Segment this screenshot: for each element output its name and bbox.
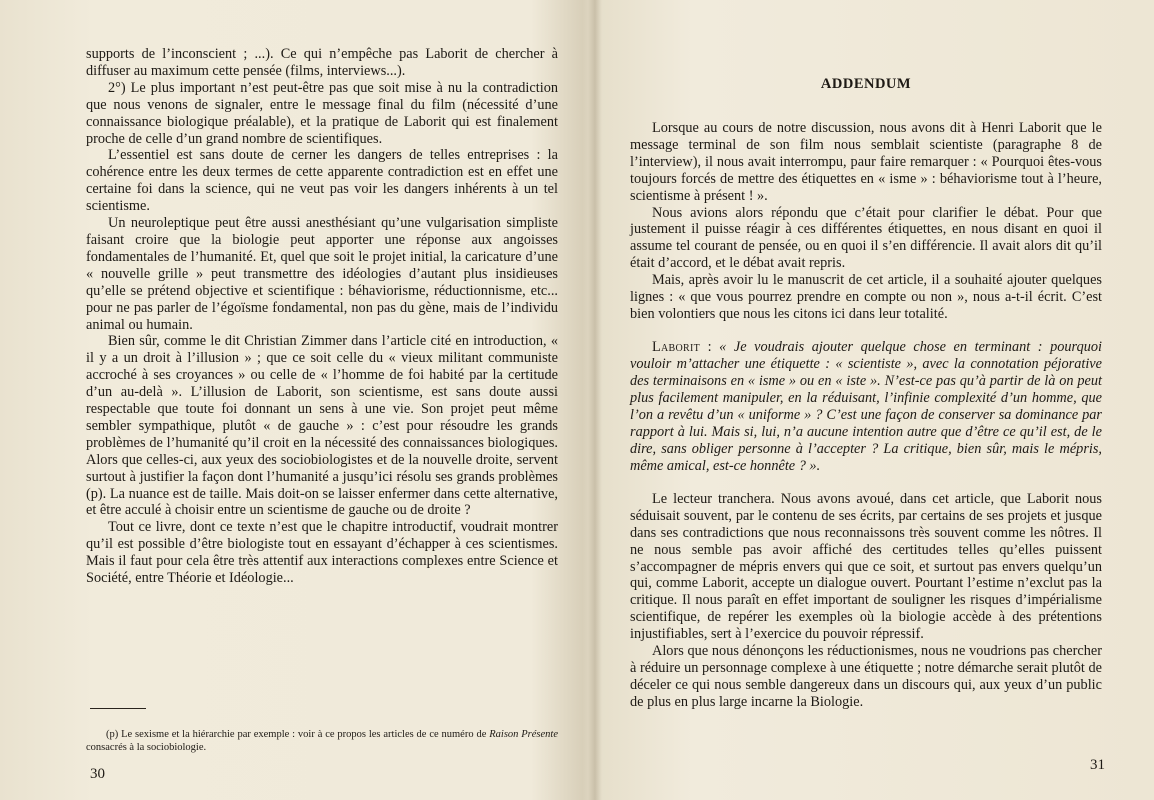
left-paragraph-1: supports de l’inconscient ; ...). Ce qui n’empêche pas Laborit de chercher à diffuser au maximum cette pensée (films, interviews...). <box>86 46 558 79</box>
left-paragraph-6: Tout ce livre, dont ce texte n’est que le chapitre introductif, voudrait montrer qu’il est possible d’être biologiste tout en essayant d’échapper à ces scientismes. Mais il faut pour cela être très attentif aux interactions complexes entre Science et Société, entre Théorie et Idéologie... <box>86 519 558 587</box>
quote-separator: : <box>700 338 720 355</box>
footnote-journal-title: Raison Présente <box>489 729 558 740</box>
laborit-quote <box>630 339 1102 475</box>
addendum-title: ADDENDUM <box>820 76 912 92</box>
page-number-left: 30 <box>90 766 105 782</box>
left-paragraph-3: L’essentiel est sans doute de cerner les dangers de telles entreprises : la cohérence entre les deux termes de cette apparente contradiction est en effet une certaine foi dans la science, qui ne veut pas voir les dangers inhérents à un tel scientisme. <box>86 147 558 215</box>
left-paragraph-4: Un neuroleptique peut être aussi anesthésiant qu’une vulgarisation simpliste faisant croire que la biologie peut apporter une réponse aux angoisses fondamentales de l’humanité. Et, quel que soit le projet initial, la caricature d’une « nouvelle grille » peut transmettre des idéologies d’autant plus insidieuses qu’elle se prétend objective et scientifique : béhaviorisme, réductionnisme, etc... pour ne pas parler de l’égoïsme fondamental, non pas du gène, mais de l’individu animal ou humain. <box>86 215 558 333</box>
left-text-column <box>86 46 558 587</box>
left-paragraph-5: Bien sûr, comme le dit Christian Zimmer dans l’article cité en introduction, « il y a un droit à l’illusion » ; que ce soit celle du « vieux militant communiste accroché à ses croyances » ou celle de « l’homme de foi habité par la certitude d’un au-delà ». L’illusion de Laborit, son scientisme, est sans doute aussi respectable que toute foi donnant un sens à une vie. Son projet peut même sembler sympathique, plutôt « de gauche » : c’est pour résoudre les grands problèmes de l’humanité qu’il croit en la nécessité des connaissances biologiques. Alors que celles-ci, aux yeux des sociobiologistes et de la nouvelle droite, servent surtout à justifier la façon dont l’humanité a jusqu’ici résolu ses grands problèmes (p). La nuance est de taille. Mais doit-on se laisser enfermer dans cette alternative, et être acculé à choisir entre un scientisme de gauche ou de droite ? <box>86 333 558 519</box>
quote-author: Laborit <box>652 338 701 355</box>
footnote-text-a: Le sexisme et la hiérarchie par exemple : voir à ce propos les articles de ce numéro de <box>118 729 490 740</box>
spacer <box>630 323 1102 339</box>
right-paragraph-1: Lorsque au cours de notre discussion, nous avons dit à Henri Laborit que le message terminal de son film nous semblait scientiste (paragraphe 8 de l’interview), il nous avait interrompu, paur faire remarquer : « Pourquoi êtes-vous toujours forcés de mettre des étiquettes en « isme » : béhaviorisme tout à l’heure, scientisme à présent ! ». <box>630 120 1102 204</box>
right-paragraph-3: Mais, après avoir lu le manuscrit de cet article, il a souhaité ajouter quelques lignes : « que vous pourrez prendre en compte ou non », nous a-t-il écrit. C’est bien volontiers que nous les citons ici dans leur totalité. <box>630 272 1102 322</box>
footnote-marker: (p) <box>106 729 119 740</box>
right-paragraph-4: Le lecteur tranchera. Nous avons avoué, dans cet article, que Laborit nous séduisait souvent, par le contenu de ses écrits, par certains de ses projets et jusque dans ses contradictions que nous reconnaissons très souvent comme les nôtres. Il ne nous semble pas avoir affiché des certitudes telles qu’elles puissent s’accompagner de mépris envers qui que ce soit, et surtout pas envers quelqu’un qui, comme Laborit, accepte un dialogue ouvert. Pourtant l’estime n’exclut pas la critique. Il nous paraît en effet important de souligner les risques d’impérialisme scientifique, de repérer les exemples où la biologie accède à des prétentions injustifiables, sert à l’exercice du pouvoir répressif. <box>630 490 1102 643</box>
quote-text: « Je voudrais ajouter quelque chose en terminant : pourquoi vouloir m’attacher une étiquette : « scientiste », avec la connotation péjorative des terminaisons en « isme » ou en « iste ». N’est-ce pas qu’à partir de là on peut plus facilement manipuler, en la réduisant, l’infinie complexité d’un homme, que l’on a revêtu d’un « uniforme » ? C’est une façon de conserver sa dominance par rapport à lui. Mais si, lui, n’a aucune intention autre que d’être ce qu’il est, de le dire, sans obliger personne à l’accepter ? La critique, bien sûr, mais le mépris, même amical, est-ce honnête ? ». <box>630 338 1102 474</box>
footnote-text-b: consacrés à la sociobiologie. <box>86 742 207 753</box>
page-number-right: 31 <box>1090 757 1105 773</box>
left-paragraph-2: 2°) Le plus important n’est peut-être pas que soit mise à nu la contradiction que nous venons de signaler, entre le message final du film (nécessité d’une connaissance biologique préalable), et la pratique de Laborit qui est finalement proche de celle d’un grand nombre de scientifiques. <box>86 79 558 147</box>
right-paragraph-5: Alors que nous dénonçons les réductionismes, nous ne voudrions pas chercher à réduire un personnage complexe à une étiquette ; notre démarche serait plutôt de déceler ce qui nous semble dangereux dans un discours qui, aux yeux d’un public de plus en plus large incarne la Biologie. <box>630 643 1102 710</box>
right-paragraph-2: Nous avions alors répondu que c’était pour clarifier le débat. Pour que justement il puisse réagir à ces différentes étiquettes, en nous disant en quoi il assume tel courant de pensée, ou en quoi il s’en différencie. Il avait alors dit qu’il était d’accord, et le débat avait repris. <box>630 204 1102 272</box>
right-page <box>600 0 1154 800</box>
right-text-column <box>630 76 1102 711</box>
spacer <box>630 475 1102 491</box>
footnote <box>86 728 558 754</box>
footnote-rule <box>90 708 146 709</box>
